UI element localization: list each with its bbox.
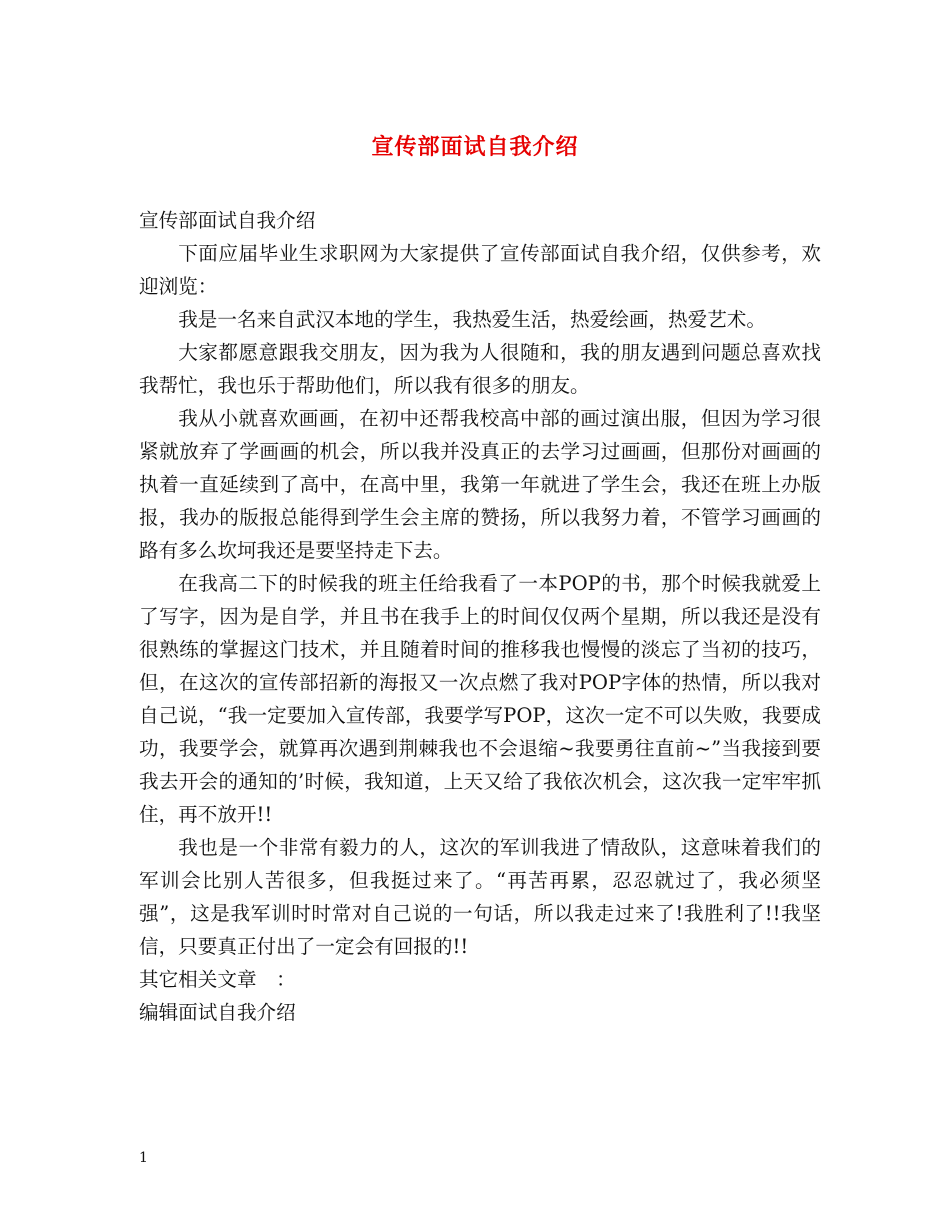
- related-article-link[interactable]: 编辑面试自我介绍: [139, 1001, 296, 1024]
- paragraph-origin: 我是一名来自武汉本地的学生，我热爱生活，热爱绘画，热爱艺术。: [178, 308, 766, 331]
- paragraph-painting: 我从小就喜欢画画，在初中还帮我校高中部的画过演出服，但因为学习很紧就放弃了学画画的机会，所以我并没真正的去学习过画画，但那份对画画的执着一直延续到了高中，在高中里，我第一年就进了学生会，我还在班上办版报，我办的版报总能得到学生会主席的赞扬，所以我努力着，不管学习画画的路有多么坎坷我还是要坚持走下去。: [139, 407, 821, 562]
- paragraph-friends: 大家都愿意跟我交朋友，因为我为人很随和，我的朋友遇到问题总喜欢找我帮忙，我也乐于帮助他们，所以我有很多的朋友。: [139, 341, 821, 397]
- paragraph-intro: 下面应届毕业生求职网为大家提供了宣传部面试自我介绍，仅供参考，欢迎浏览：: [139, 242, 821, 298]
- related-articles-label: 其它相关文章 ：: [139, 968, 296, 991]
- subtitle-line: 宣传部面试自我介绍: [139, 209, 316, 232]
- document-title: 宣传部面试自我介绍: [371, 134, 579, 160]
- page-number: 1: [139, 1150, 148, 1166]
- document-body: [139, 204, 821, 1029]
- paragraph-pop: 在我高二下的时候我的班主任给我看了一本POP的书，那个时候我就爱上了写字，因为是自学，并且书在我手上的时间仅仅两个星期，所以我还是没有很熟练的掌握这门技术，并且随着时间的推移我也慢慢的淡忘了当初的技巧，但，在这次的宣传部招新的海报又一次点燃了我对POP字体的热情，所以我对自己说，“我一定要加入宣传部，我要学写POP，这次一定不可以失败，我要成功，我要学会，就算再次遇到荆棘我也不会退缩~我要勇往直前~”当我接到要我去开会的通知的’时候，我知道，上天又给了我依次机会，这次我一定牢牢抓住，再不放开!!: [139, 572, 821, 826]
- paragraph-training: 我也是一个非常有毅力的人，这次的军训我进了情敌队，这意味着我们的军训会比别人苦很多，但我挺过来了。“再苦再累，忍忍就过了，我必须坚强”，这是我军训时时常对自己说的一句话，所以我走过来了!我胜利了!!我坚信，只要真正付出了一定会有回报的!!: [139, 836, 821, 958]
